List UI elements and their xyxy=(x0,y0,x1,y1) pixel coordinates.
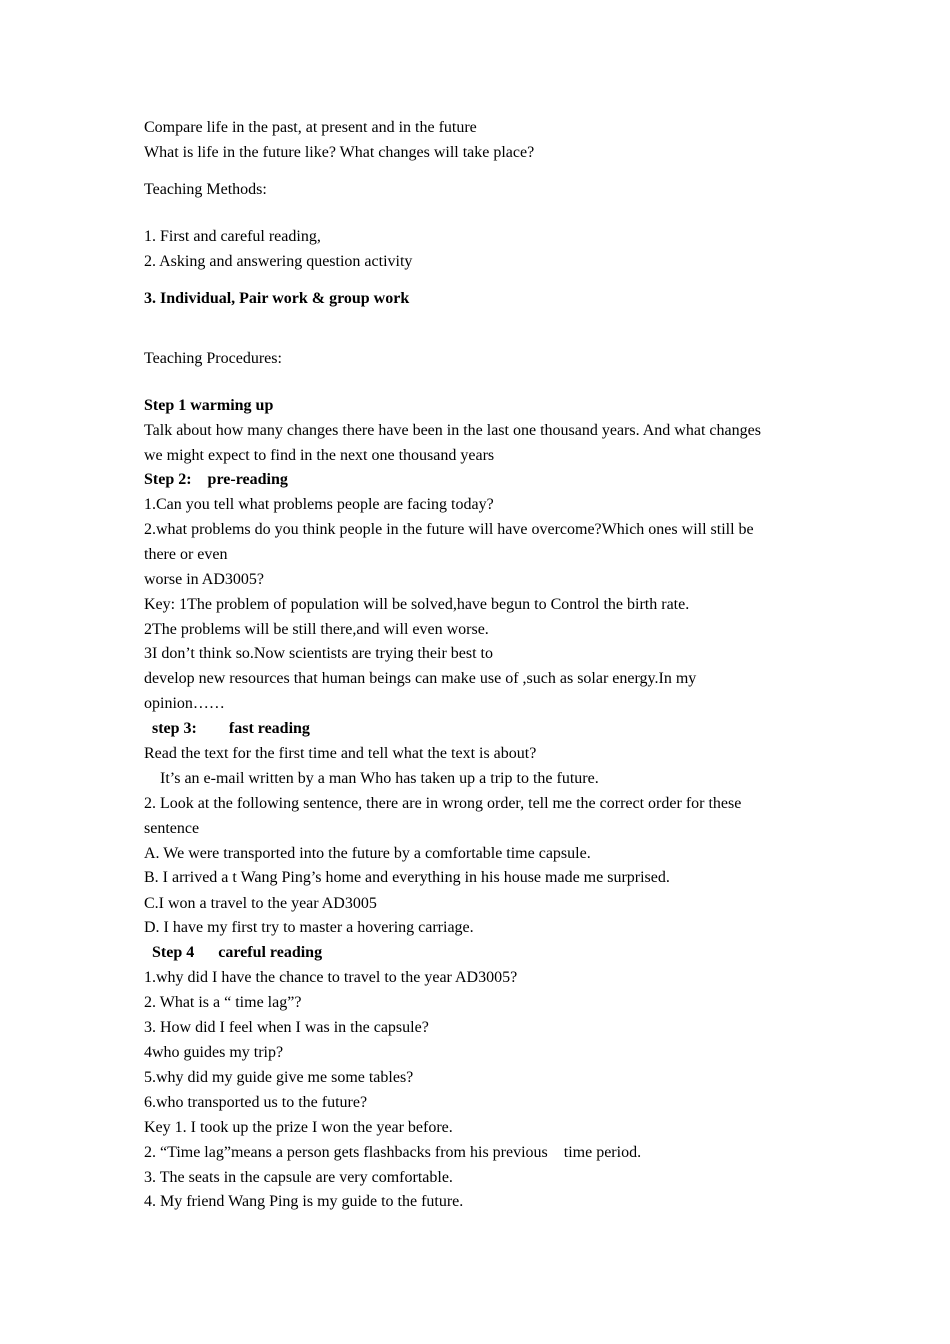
step4-title: Step 4 careful reading xyxy=(144,944,323,961)
step3-title: step 3: fast reading xyxy=(144,720,310,737)
step2-text: 1.Can you tell what problems people are facing today? xyxy=(144,496,494,513)
step3-text: It’s an e-mail written by a man Who has taken up a trip to the future. xyxy=(144,770,599,787)
step1-text: we might expect to find in the next one thousand years xyxy=(144,447,495,464)
step3-text: C.I won a travel to the year AD3005 xyxy=(144,895,377,912)
step2-text: worse in AD3005? xyxy=(144,571,264,588)
step3-text: Read the text for the first time and tell what the text is about? xyxy=(144,745,537,762)
step2-text: Key: 1The problem of population will be solved,have begun to Control the birth rate. xyxy=(144,596,690,613)
step1-title: Step 1 warming up xyxy=(144,397,274,414)
method-item: 2. Asking and answering question activity xyxy=(144,253,413,270)
step4-text: 2. “Time lag”means a person gets flashbacks from his previous time period. xyxy=(144,1144,642,1161)
step4-text: 4who guides my trip? xyxy=(144,1044,284,1061)
objective-line: Compare life in the past, at present and in the future xyxy=(144,119,477,136)
step2-text: 3I don’t think so.Now scientists are trying their best to xyxy=(144,645,493,662)
step4-text: 4. My friend Wang Ping is my guide to the future. xyxy=(144,1193,464,1210)
step4-text: Key 1. I took up the prize I won the year before. xyxy=(144,1119,453,1136)
step2-title: Step 2: pre-reading xyxy=(144,471,288,488)
step4-text: 1.why did I have the chance to travel to the year AD3005? xyxy=(144,969,518,986)
step4-text: 3. How did I feel when I was in the capsule? xyxy=(144,1019,429,1036)
step1-text: Talk about how many changes there have been in the last one thousand years. And what changes xyxy=(144,422,761,439)
step4-text: 2. What is a “ time lag”? xyxy=(144,994,302,1011)
step4-text: 5.why did my guide give me some tables? xyxy=(144,1069,414,1086)
step3-text: A. We were transported into the future by a comfortable time capsule. xyxy=(144,845,591,862)
step3-text: 2. Look at the following sentence, there are in wrong order, tell me the correct order for these xyxy=(144,795,742,812)
procedures-heading: Teaching Procedures: xyxy=(144,350,282,367)
method-item: 1. First and careful reading, xyxy=(144,228,321,245)
step2-text: there or even xyxy=(144,546,228,563)
method-item: 3. Individual, Pair work & group work xyxy=(144,290,410,307)
step3-text: sentence xyxy=(144,820,200,837)
step2-text: 2.what problems do you think people in the future will have overcome?Which ones will still be xyxy=(144,521,754,538)
step2-text: develop new resources that human beings can make use of ,such as solar energy.In my xyxy=(144,670,697,687)
objective-line: What is life in the future like? What changes will take place? xyxy=(144,144,535,161)
methods-heading: Teaching Methods: xyxy=(144,181,267,198)
step3-text: D. I have my first try to master a hovering carriage. xyxy=(144,919,474,936)
step3-text: B. I arrived a t Wang Ping’s home and everything in his house made me surprised. xyxy=(144,869,670,886)
step2-text: 2The problems will be still there,and will even worse. xyxy=(144,621,489,638)
step4-text: 3. The seats in the capsule are very comfortable. xyxy=(144,1169,453,1186)
step2-text: opinion…… xyxy=(144,695,225,712)
step4-text: 6.who transported us to the future? xyxy=(144,1094,368,1111)
